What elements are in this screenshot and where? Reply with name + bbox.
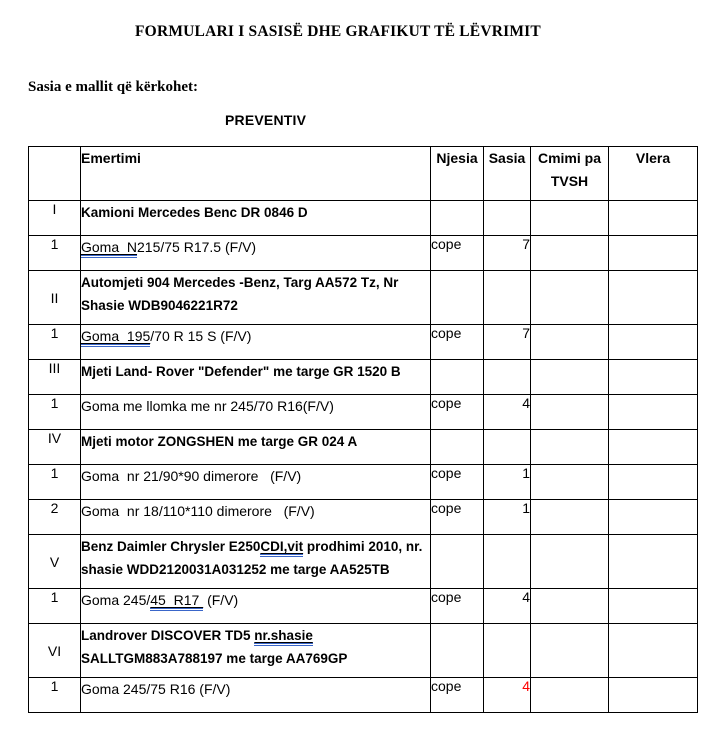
cell-cmimi-pa-tvsh xyxy=(531,395,609,430)
underlined-text: 45 R17 xyxy=(150,592,203,611)
plain-text: Landrover DISCOVER TD5 xyxy=(81,628,255,643)
tire-item-row xyxy=(29,678,698,713)
underlined-text: Goma 195 xyxy=(81,328,150,347)
preventiv-table xyxy=(28,146,698,713)
cell-emertimi xyxy=(81,325,431,360)
cell-njesia: cope xyxy=(431,325,484,360)
cell-vlera xyxy=(609,325,698,360)
underlined-text: CDI,vit xyxy=(260,539,303,557)
cell-number: IV xyxy=(29,430,81,465)
header-cell-cmimi: Cmimi pa TVSH xyxy=(531,147,609,201)
cell-njesia xyxy=(431,271,484,325)
cell-sasia: 1 xyxy=(484,465,531,500)
cell-emertimi xyxy=(81,360,431,395)
preventiv-label: PREVENTIV xyxy=(225,112,307,128)
cell-njesia: cope xyxy=(431,678,484,713)
cell-njesia: cope xyxy=(431,465,484,500)
cell-vlera xyxy=(609,395,698,430)
cell-vlera xyxy=(609,271,698,325)
plain-text: Goma me llomka me nr 245/70 R16(F/V) xyxy=(81,398,334,414)
cell-cmimi-pa-tvsh xyxy=(531,236,609,271)
cell-cmimi-pa-tvsh xyxy=(531,271,609,325)
plain-text: Goma nr 18/110*110 dimerore (F/V) xyxy=(81,503,315,519)
cell-cmimi-pa-tvsh xyxy=(531,624,609,678)
cell-sasia: 4 xyxy=(484,395,531,430)
plain-text: /70 R 15 S (F/V) xyxy=(150,328,252,344)
cell-emertimi xyxy=(81,395,431,430)
cell-vlera xyxy=(609,500,698,535)
plain-text: shasie WDD2120031A031252 me targe AA525TB xyxy=(81,562,390,577)
cell-vlera xyxy=(609,236,698,271)
header-cell-vlera: Vlera xyxy=(609,147,698,201)
cell-njesia xyxy=(431,430,484,465)
cell-sasia xyxy=(484,271,531,325)
cell-sasia: 1 xyxy=(484,500,531,535)
cell-sasia xyxy=(484,201,531,236)
plain-text: Automjeti 904 Mercedes -Benz, Targ AA572 Tz, Nr xyxy=(81,275,399,290)
cell-number: 1 xyxy=(29,236,81,271)
vehicle-section-row xyxy=(29,624,698,678)
cell-vlera xyxy=(609,589,698,624)
cell-vlera xyxy=(609,360,698,395)
cell-njesia: cope xyxy=(431,236,484,271)
vehicle-section-row xyxy=(29,360,698,395)
header-cell-emertimi: Emertimi xyxy=(81,147,431,201)
cell-emertimi xyxy=(81,500,431,535)
cell-sasia xyxy=(484,430,531,465)
cell-njesia: cope xyxy=(431,500,484,535)
plain-text: (F/V) xyxy=(203,592,239,608)
cell-cmimi-pa-tvsh xyxy=(531,360,609,395)
plain-text: Goma 245/75 R16 (F/V) xyxy=(81,681,231,697)
cell-njesia: cope xyxy=(431,395,484,430)
cell-njesia xyxy=(431,360,484,395)
cell-emertimi xyxy=(81,465,431,500)
cell-sasia xyxy=(484,624,531,678)
cell-vlera xyxy=(609,535,698,589)
plain-text: Mjeti motor ZONGSHEN me targe GR 024 A xyxy=(81,434,358,449)
plain-text: Goma 245/ xyxy=(81,592,151,608)
cell-cmimi-pa-tvsh xyxy=(531,430,609,465)
header-cell-num xyxy=(29,147,81,201)
cell-number: 2 xyxy=(29,500,81,535)
cell-number: 1 xyxy=(29,395,81,430)
cell-emertimi xyxy=(81,201,431,236)
cell-njesia: cope xyxy=(431,589,484,624)
preventiv-table-body xyxy=(29,147,698,713)
cell-njesia xyxy=(431,201,484,236)
cell-number: 1 xyxy=(29,589,81,624)
underlined-text: Goma N xyxy=(81,239,137,258)
cell-number: 1 xyxy=(29,465,81,500)
cell-sasia xyxy=(484,535,531,589)
cell-vlera xyxy=(609,624,698,678)
cell-number: I xyxy=(29,201,81,236)
cell-vlera xyxy=(609,201,698,236)
cell-sasia: 7 xyxy=(484,325,531,360)
tire-item-row xyxy=(29,500,698,535)
cell-sasia: 4 xyxy=(484,589,531,624)
document-title: FORMULARI I SASISË DHE GRAFIKUT TË LËVRIMIT xyxy=(135,23,541,40)
request-quantity-label: Sasia e mallit që kërkohet: xyxy=(28,79,198,95)
cell-vlera xyxy=(609,465,698,500)
plain-text: SALLTGM883A788197 me targe AA769GP xyxy=(81,651,348,666)
header-cell-sasia: Sasia xyxy=(484,147,531,201)
cell-number: 1 xyxy=(29,678,81,713)
cell-vlera xyxy=(609,430,698,465)
cell-number: 1 xyxy=(29,325,81,360)
header-cell-njesia: Njesia xyxy=(431,147,484,201)
cell-njesia xyxy=(431,535,484,589)
cell-cmimi-pa-tvsh xyxy=(531,678,609,713)
cell-emertimi xyxy=(81,624,431,678)
cell-emertimi xyxy=(81,678,431,713)
plain-text: Kamioni Mercedes Benc DR 0846 D xyxy=(81,205,308,220)
underlined-text: nr.shasie xyxy=(254,628,313,646)
cell-emertimi xyxy=(81,271,431,325)
cell-njesia xyxy=(431,624,484,678)
cell-number: II xyxy=(29,271,81,325)
cell-sasia xyxy=(484,360,531,395)
tire-item-row xyxy=(29,325,698,360)
cell-sasia: 4 xyxy=(484,678,531,713)
plain-text: Benz Daimler Chrysler E250 xyxy=(81,539,261,554)
vehicle-section-row xyxy=(29,201,698,236)
cell-cmimi-pa-tvsh xyxy=(531,589,609,624)
plain-text: prodhimi 2010, nr. xyxy=(303,539,423,554)
cell-cmimi-pa-tvsh xyxy=(531,201,609,236)
vehicle-section-row xyxy=(29,535,698,589)
cell-number: III xyxy=(29,360,81,395)
vehicle-section-row xyxy=(29,271,698,325)
cell-cmimi-pa-tvsh xyxy=(531,465,609,500)
cell-cmimi-pa-tvsh xyxy=(531,535,609,589)
cell-emertimi xyxy=(81,236,431,271)
cell-cmimi-pa-tvsh xyxy=(531,500,609,535)
header-row xyxy=(29,147,698,201)
tire-item-row xyxy=(29,465,698,500)
tire-item-row xyxy=(29,395,698,430)
cell-cmimi-pa-tvsh xyxy=(531,325,609,360)
cell-emertimi xyxy=(81,430,431,465)
plain-text: Shasie WDB9046221R72 xyxy=(81,298,238,313)
cell-vlera xyxy=(609,678,698,713)
plain-text: 215/75 R17.5 (F/V) xyxy=(137,239,257,255)
vehicle-section-row xyxy=(29,430,698,465)
cell-number: VI xyxy=(29,624,81,678)
plain-text: Goma nr 21/90*90 dimerore (F/V) xyxy=(81,468,302,484)
cell-sasia: 7 xyxy=(484,236,531,271)
cell-emertimi xyxy=(81,589,431,624)
tire-item-row xyxy=(29,589,698,624)
tire-item-row xyxy=(29,236,698,271)
cell-emertimi xyxy=(81,535,431,589)
plain-text: Mjeti Land- Rover "Defender" me targe GR 1520 B xyxy=(81,364,401,379)
cell-number: V xyxy=(29,535,81,589)
